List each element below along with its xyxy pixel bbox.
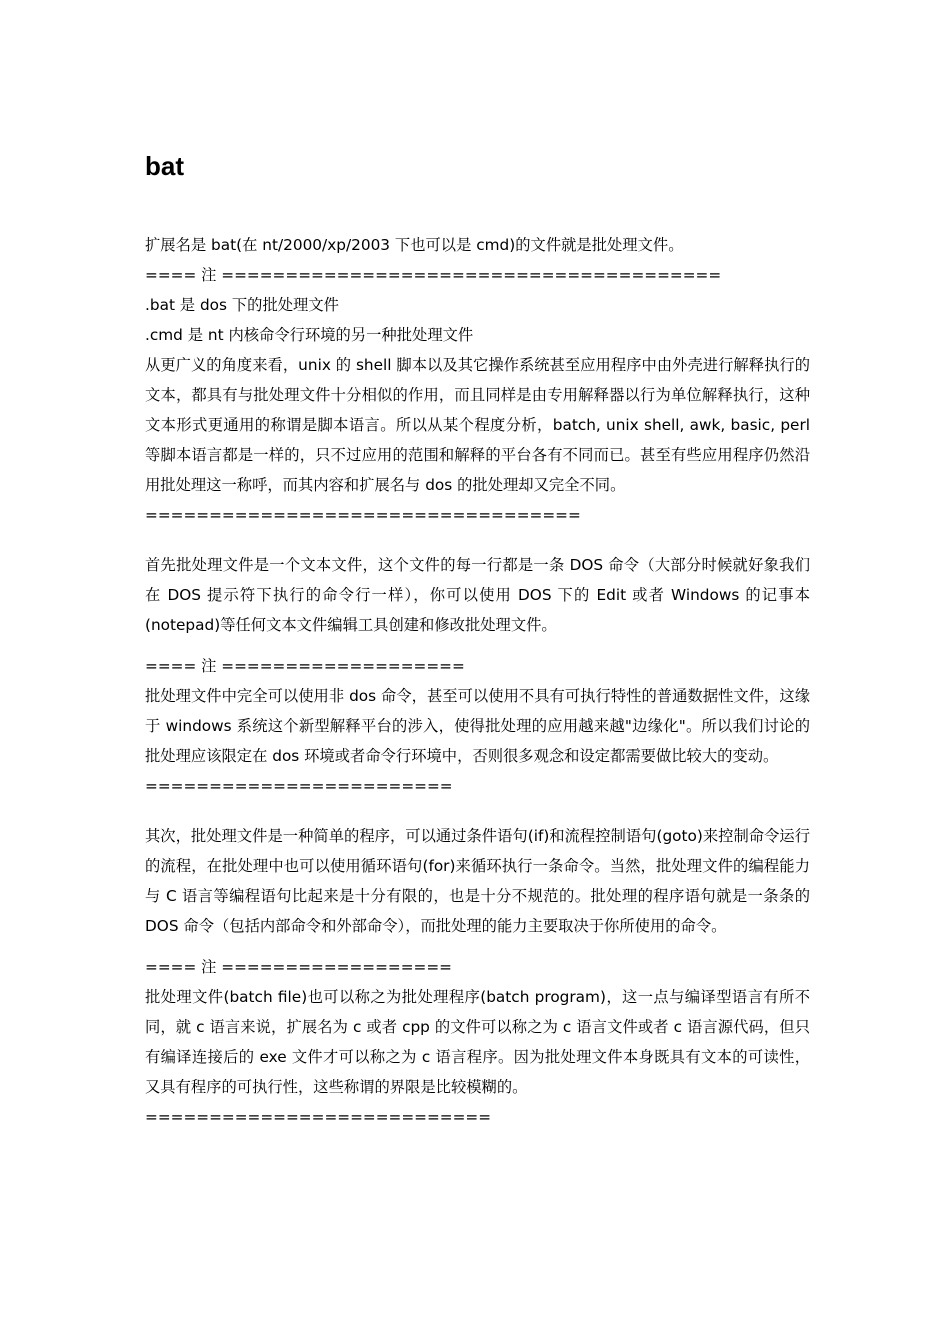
paragraph-script-language: 从更广义的角度来看，unix 的 shell 脚本以及其它操作系统甚至应用程序中由外壳进行解释执行的文本，都具有与批处理文件十分相似的作用，而且同样是由专用解释器以行为单位解释执行，这种文本形式更通用的称谓是脚本语言。所以从某个程度分析，batch, unix shell, awk, basic, perl 等脚本语言都是一样的，只不过应用的范围和解释的平台各有不同而已。甚至有些应用程序仍然沿用批处理这一称呼，而其内容和扩展名与 dos 的批处理却又完全不同。 <box>145 356 810 494</box>
paragraph-text-file: 首先批处理文件是一个文本文件，这个文件的每一行都是一条 DOS 命令（大部分时候就好象我们在 DOS 提示符下执行的命令行一样），你可以使用 DOS 下的 Edit 或者 Windows 的记事本(notepad)等任何文本文件编辑工具创建和修改批处理文件。 <box>145 556 810 634</box>
section-separator: =========================== <box>145 1108 492 1126</box>
paragraph-non-dos: 批处理文件中完全可以使用非 dos 命令，甚至可以使用不具有可执行特性的普通数据性文件，这缘于 windows 系统这个新型解释平台的涉入，使得批处理的应用越来越"边缘化"。所以我们讨论的批处理应该限定在 dos 环境或者命令行环境中，否则很多观念和设定都需要做比较大的变动。 <box>145 687 810 765</box>
note-separator: ==== 注 ======================================= <box>145 266 722 284</box>
document-body <box>145 230 810 1132</box>
paragraph-batch-program: 批处理文件(batch file)也可以称之为批处理程序(batch program)，这一点与编译型语言有所不同，就 c 语言来说，扩展名为 c 或者 cpp 的文件可以称之为 c 语言文件或者 c 语言源代码，但只有编译连接后的 exe 文件才可以称之为 c 语言程序。因为批处理文件本身既具有文本的可读性，又具有程序的可执行性，这些称谓的界限是比较模糊的。 <box>145 988 810 1096</box>
paragraph-bat: .bat 是 dos 下的批处理文件 <box>145 296 339 314</box>
paragraph-intro: 扩展名是 bat(在 nt/2000/xp/2003 下也可以是 cmd)的文件就是批处理文件。 <box>145 236 684 254</box>
paragraph-cmd: .cmd 是 nt 内核命令行环境的另一种批处理文件 <box>145 326 474 344</box>
section-separator: ======================== <box>145 777 453 795</box>
document-title: bat <box>145 151 184 181</box>
paragraph-program: 其次，批处理文件是一种简单的程序，可以通过条件语句(if)和流程控制语句(goto)来控制命令运行的流程，在批处理中也可以使用循环语句(for)来循环执行一条命令。当然，批处理文件的编程能力与 C 语言等编程语句比起来是十分有限的，也是十分不规范的。批处理的程序语句就是一条条的 DOS 命令（包括内部命令和外部命令），而批处理的能力主要取决于你所使用的命令。 <box>145 827 810 935</box>
note-separator: ==== 注 =================== <box>145 657 465 675</box>
section-separator: ================================== <box>145 506 581 524</box>
note-separator: ==== 注 ================== <box>145 958 452 976</box>
